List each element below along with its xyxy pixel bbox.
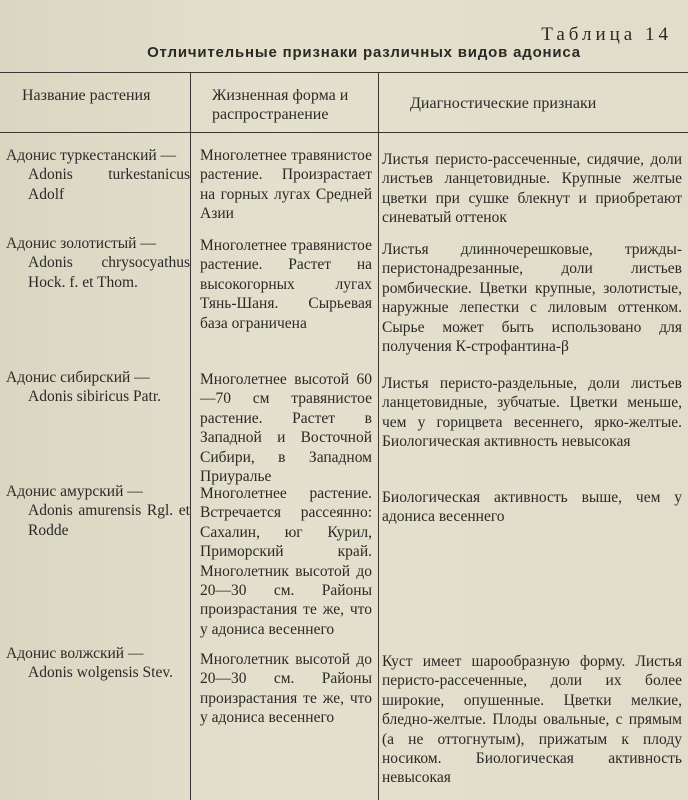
table-row-life-form: Многолетнее травянистое растение. Растет на высокогорных лугах Тянь-Шаня. Сырьевая база ограничена: [200, 237, 372, 332]
table-title: Отличительные признаки различных видов адониса: [147, 44, 581, 61]
adonis-species-table: [0, 72, 688, 800]
table-row-name: [6, 644, 190, 683]
column-divider-2: [378, 72, 379, 800]
table-row-name: [6, 146, 190, 204]
table-row-diagnostic: Листья перисто-раздельные, доли листьев ланцетовидные, зубчатые. Цветки меньше, чем у горицвета весеннего, ярко-желтые. Биологическая активность невысокая: [382, 375, 682, 451]
column-divider-1: [190, 72, 191, 800]
species-name-ru: Адонис сибирский —: [6, 369, 150, 386]
header-divider: [0, 132, 688, 133]
table-row-life-form: Многолетнее высотой 60—70 см травянистое растение. Растет в Западной и Восточной Сибири, в Западном Приуралье: [200, 371, 372, 486]
header-diagnostic: Диагностические признаки: [410, 95, 597, 112]
species-name-lat: Adonis wolgensis Stev.: [28, 664, 173, 682]
table-number: Таблица 14: [541, 24, 672, 45]
header-life-form: Жизненная форма и распространение: [212, 87, 349, 123]
table-row-name: [6, 368, 190, 407]
table-row-life-form: Многолетнее травянистое растение. Произрастает на горных лугах Средней Азии: [200, 147, 372, 223]
table-row-name: [6, 234, 190, 292]
table-row-life-form: Многолетнее растение. Встречается рассеянно: Сахалин, юг Курил, Приморский край. Многолетник высотой до 20—30 см. Районы произрастания те же, что у адониса весеннего: [200, 485, 372, 638]
species-name-lat: Adonis chrysocyathus Hock. f. et Thom.: [28, 254, 190, 291]
table-row-diagnostic: Листья перисто-рассеченные, сидячие, доли листьев ланцетовидные. Крупные желтые цветки при сушке блекнут и приобретают синеватый оттенок: [382, 151, 682, 227]
species-name-lat: Adonis turkestanicus Adolf: [28, 166, 190, 203]
table-row-life-form: Многолетник высотой до 20—30 см. Районы произрастания те же, что у адониса весеннего: [200, 651, 372, 727]
table-top-border: [0, 72, 688, 73]
species-name-ru: Адонис волжский —: [6, 645, 144, 662]
table-row-name: [6, 482, 190, 540]
table-row-diagnostic: Куст имеет шарообразную форму. Листья перисто-рассеченные, доли их более широкие, опушенные. Цветки мелкие, бледно-желтые. Плоды овальные, с прямым (а не оттогнутым), прижатым к плоду носиком. Биологическая активность невысокая: [382, 653, 682, 787]
species-name-lat: Adonis sibiricus Patr.: [28, 388, 162, 406]
table-row-diagnostic: Листья длинночерешковые, трижды-перистонадрезанные, доли листьев ромбические. Цветки крупные, золотистые, наружные лепестки с лиловым оттенком. Сырье может быть использовано для получения К-строфантина-β: [382, 241, 682, 356]
species-name-ru: Адонис туркестанский —: [6, 147, 177, 164]
species-name-ru: Адонис золотистый —: [6, 235, 156, 252]
header-name: Название растения: [22, 87, 151, 104]
species-name-ru: Адонис амурский —: [6, 483, 143, 500]
table-row-diagnostic: Биологическая активность выше, чем у адониса весеннего: [382, 489, 682, 526]
species-name-lat: Adonis amurensis Rgl. et Rodde: [28, 502, 190, 539]
